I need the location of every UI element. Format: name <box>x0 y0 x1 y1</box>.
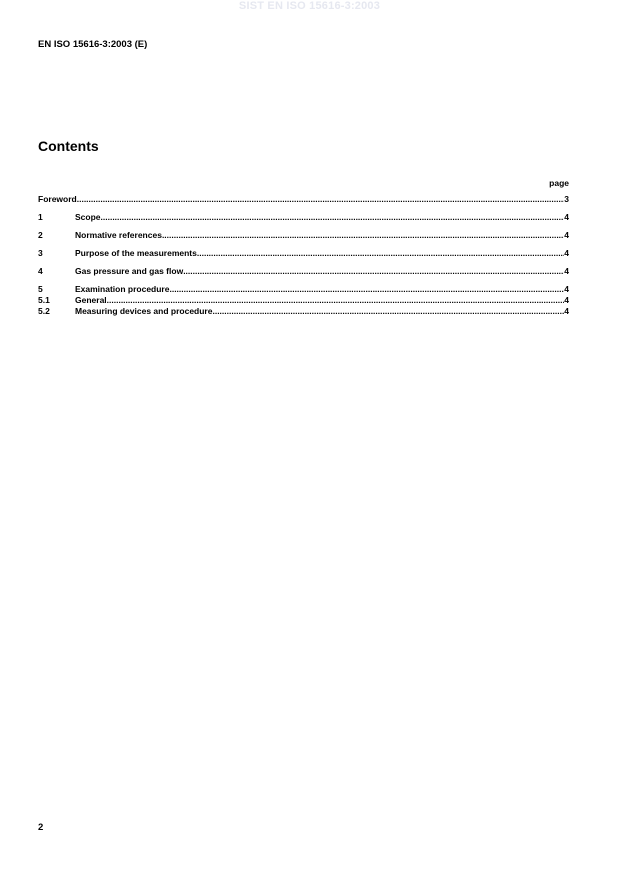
toc-dot-leader <box>107 295 565 306</box>
toc-entry-measuring-devices[interactable] <box>38 306 569 317</box>
contents-heading: Contents <box>38 138 99 154</box>
toc-dot-leader <box>197 248 564 259</box>
toc-entry-number: 1 <box>38 212 43 222</box>
toc-entry-number: 5.2 <box>38 306 50 316</box>
toc-entry-title: Purpose of the measurements <box>75 248 197 258</box>
toc-entry-page: 4 <box>564 212 569 222</box>
toc-entry-number: 4 <box>38 266 43 276</box>
toc-entry-normative-references[interactable] <box>38 230 569 241</box>
toc-entry-number: 2 <box>38 230 43 240</box>
toc-entry-page: 3 <box>564 194 569 204</box>
watermark: SIST EN ISO 15616-3:2003 <box>238 0 381 12</box>
toc-entry-title: Gas pressure and gas flow <box>75 266 184 276</box>
toc-entry-title: Measuring devices and procedure <box>75 306 213 316</box>
toc-dot-leader <box>77 194 565 205</box>
toc-entry-number: 5.1 <box>38 295 50 305</box>
toc-entry-page: 4 <box>564 266 569 276</box>
toc-entry-title: Normative references <box>75 230 162 240</box>
toc-dot-leader <box>162 230 564 241</box>
page-number: 2 <box>38 822 44 833</box>
toc-entry-page: 4 <box>564 284 569 294</box>
toc-entry-gas-pressure[interactable] <box>38 266 569 277</box>
toc-entry-page: 4 <box>564 248 569 258</box>
toc-entry-title: General <box>75 295 107 305</box>
toc-entry-foreword[interactable] <box>38 194 569 205</box>
toc-entry-title: Scope <box>75 212 101 222</box>
toc-dot-leader <box>212 306 564 317</box>
toc-entry-title: Foreword <box>38 194 77 204</box>
toc-entry-scope[interactable] <box>38 212 569 223</box>
toc-dot-leader <box>101 212 565 223</box>
toc-entry-examination-procedure[interactable] <box>38 284 569 295</box>
toc-entry-title: Examination procedure <box>75 284 170 294</box>
toc-dot-leader <box>183 266 564 277</box>
toc-entry-page: 4 <box>564 295 569 305</box>
toc-entry-purpose[interactable] <box>38 248 569 259</box>
toc-entry-number: 5 <box>38 284 43 294</box>
toc-entry-page: 4 <box>564 306 569 316</box>
toc-entry-page: 4 <box>564 230 569 240</box>
document-id: EN ISO 15616-3:2003 (E) <box>38 39 148 50</box>
toc-entry-general[interactable] <box>38 295 569 306</box>
toc-entry-number: 3 <box>38 248 43 258</box>
toc-dot-leader <box>169 284 564 295</box>
table-of-contents <box>38 194 569 317</box>
page-column-label: page <box>549 178 569 188</box>
